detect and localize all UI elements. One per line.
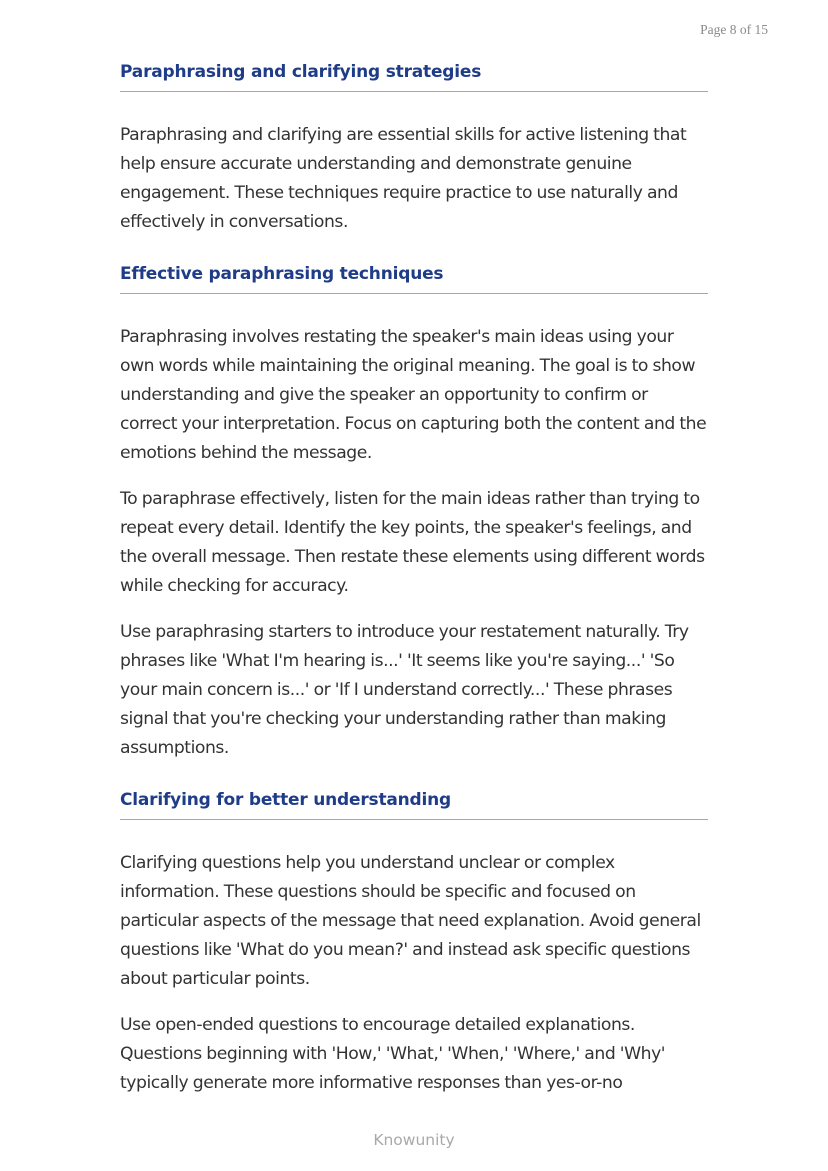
paragraph: To paraphrase effectively, listen for the main ideas rather than trying to repeat every detail. Identify the key points, the speaker's feelings, and the overall message. Then restate these elements using different words while checking for accuracy. xyxy=(120,489,705,596)
page-indicator: Page 8 of 15 xyxy=(700,22,768,37)
section-heading: Effective paraphrasing techniques xyxy=(120,264,708,294)
section-heading: Paraphrasing and clarifying strategies xyxy=(120,62,708,92)
document-body xyxy=(120,58,708,1098)
paragraph: Paraphrasing and clarifying are essential skills for active listening that help ensure accurate understanding and demonstrate genuine engagement. These techniques require practice to use naturally and effectively in conversations. xyxy=(120,125,687,232)
section-effective-paraphrasing xyxy=(120,264,708,763)
section-clarifying xyxy=(120,790,708,1098)
section-paraphrasing-and-clarifying xyxy=(120,62,708,237)
paragraph: Clarifying questions help you understand unclear or complex information. These questions should be specific and focused on particular aspects of the message that need explanation. Avoid general questions like 'What do you mean?' and instead ask specific questions about particular points. xyxy=(120,853,701,989)
paragraph: Use paraphrasing starters to introduce your restatement naturally. Try phrases like 'What I'm hearing is...' 'It seems like you're saying...' 'So your main concern is...' or 'If I understand correctly...' These phrases signal that you're checking your understanding rather than making assumptions. xyxy=(120,622,689,758)
paragraph: Use open-ended questions to encourage detailed explanations. Questions beginning with 'How,' 'What,' 'When,' 'Where,' and 'Why' typically generate more informative responses than yes-or-no xyxy=(120,1015,666,1093)
paragraph: Paraphrasing involves restating the speaker's main ideas using your own words while maintaining the original meaning. The goal is to show understanding and give the speaker an opportunity to confirm or correct your interpretation. Focus on capturing both the content and the emotions behind the message. xyxy=(120,327,707,463)
footer-brand: Knowunity xyxy=(373,1131,455,1149)
section-heading: Clarifying for better understanding xyxy=(120,790,708,820)
